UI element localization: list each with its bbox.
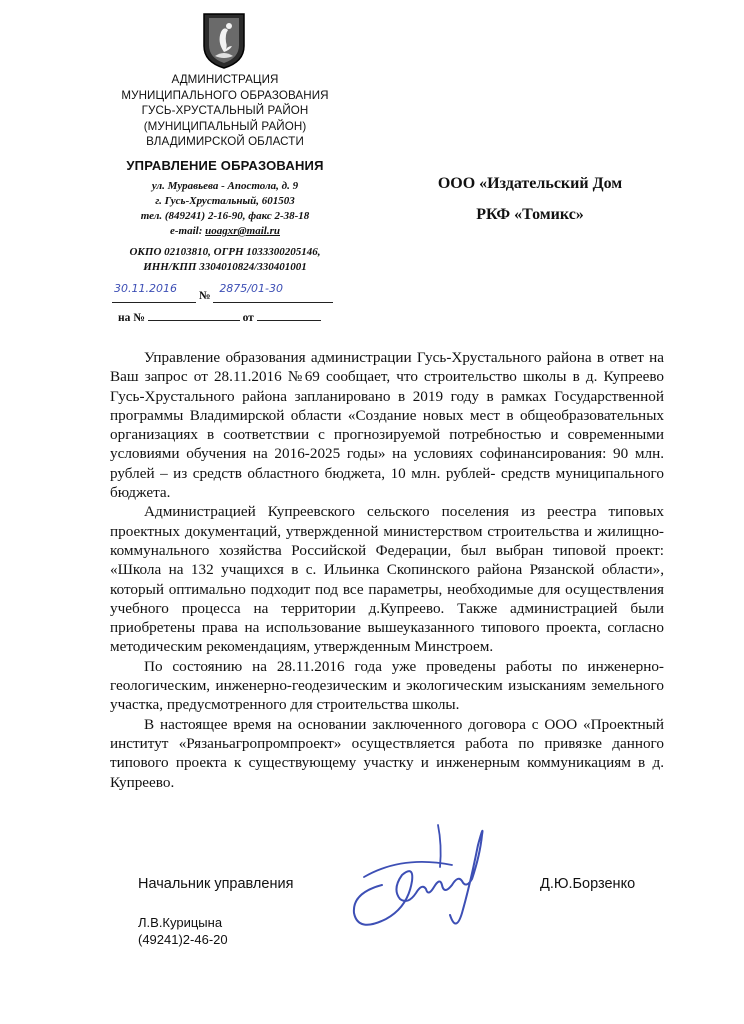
from-label: от [242,312,254,324]
admin-line: ВЛАДИМИРСКОЙ ОБЛАСТИ [146,135,304,149]
body-paragraph: Администрацией Купреевского сельского поселения из реестра типовых проектных документаций, утвержденной министерством строительства и жилищно-коммунального хозяйства Российской Федерации, был выбран типовой проект: «Школа на 132 учащихся в с. Ильинка Скопинского района Рязанской области», который оптимально подходит под все параметры, необходимые для осуществления учебного процесса на территории д.Купреево. Также администрацией были приобретены права на использование вышеуказанного типового проекта, согласно методическим рекомендациям, утвержденным Минстроем. [110,503,664,656]
signatory-title: Начальник управления [138,876,294,892]
outgoing-number-field [213,282,333,303]
email-label: e-mail: [169,224,206,237]
letterhead [112,72,338,275]
outgoing-number-row [112,282,342,303]
handwritten-signature-icon [342,815,502,945]
outgoing-date-field [112,282,196,303]
outgoing-number: 2875/01-30 [219,282,283,295]
body-paragraph: По состоянию на 28.11.2016 года уже проведены работы по инженерно-геологическим, инженерно-геодезическим и экологическим изысканиям земельного участка, предусмотренного для строительства школы. [110,657,664,714]
reply-label: на № [118,312,145,324]
executor-name: Л.В.Курицына [138,915,223,930]
recipient-line: РКФ «Томикс» [476,206,584,223]
letter-body [110,348,664,792]
admin-line: ГУСЬ-ХРУСТАЛЬНЫЙ РАЙОН [141,104,309,118]
email-row [112,224,338,239]
department-name: УПРАВЛЕНИЕ ОБРАЗОВАНИЯ [126,157,324,173]
reply-number-field [148,310,240,321]
body-paragraph: Управление образования администрации Гусь-Хрустального района в ответ на Ваш запрос от 28.11.2016 №69 сообщает, что строительство школы в д. Купреево Гусь-Хрустального района запланировано в 2019 году в рамках Государственной программы Владимирской области «Создание новых мест в общеобразовательных организациях в соответствии с прогнозируемой потребностью и современными условиями обучения на 2016-2025 годы» на условиях софинансирования: 90 млн. рублей – из средств областного бюджета, 10 млн. рублей- средств муниципального бюджета. [110,349,664,502]
signatory-name: Д.Ю.Борзенко [540,876,636,892]
admin-line: МУНИЦИПАЛЬНОГО ОБРАЗОВАНИЯ [121,88,329,102]
outgoing-date: 30.11.2016 [114,282,177,295]
inn-kpp: ИНН/КПП 3304010824/330401001 [143,260,307,273]
recipient-line: ООО «Издательский Дом [437,175,623,192]
executor-block [138,914,228,948]
contact-details [112,179,338,239]
okpo-ogrn: ОКПО 02103810, ОГРН 1033300205146, [129,245,321,258]
coat-of-arms-icon [201,12,247,70]
address-street: ул. Муравьева - Апостола, д. 9 [151,179,299,192]
admin-line: (МУНИЦИПАЛЬНЫЙ РАЙОН) [143,119,307,133]
phone-fax: тел. (849241) 2-16-90, факс 2-38-18 [140,209,310,222]
address-city: г. Гусь-Хрустальный, 601503 [155,194,295,207]
body-paragraph: В настоящее время на основании заключенного договора с ООО «Проектный институт «Рязаньагропромпроект» осуществляется работа по привязке данного типового проекта к существующему участку и инженерным коммуникациям в д. Купреево. [110,715,664,791]
administration-name [112,72,338,150]
recipient-block [420,168,640,230]
email-link[interactable]: uoagxr@mail.ru [205,224,280,237]
number-label: № [198,290,211,302]
executor-phone: (49241)2-46-20 [138,932,228,947]
reply-date-field [257,310,321,321]
admin-line: АДМИНИСТРАЦИЯ [171,73,279,86]
reply-number-row [118,310,321,324]
registration-details [112,245,338,275]
